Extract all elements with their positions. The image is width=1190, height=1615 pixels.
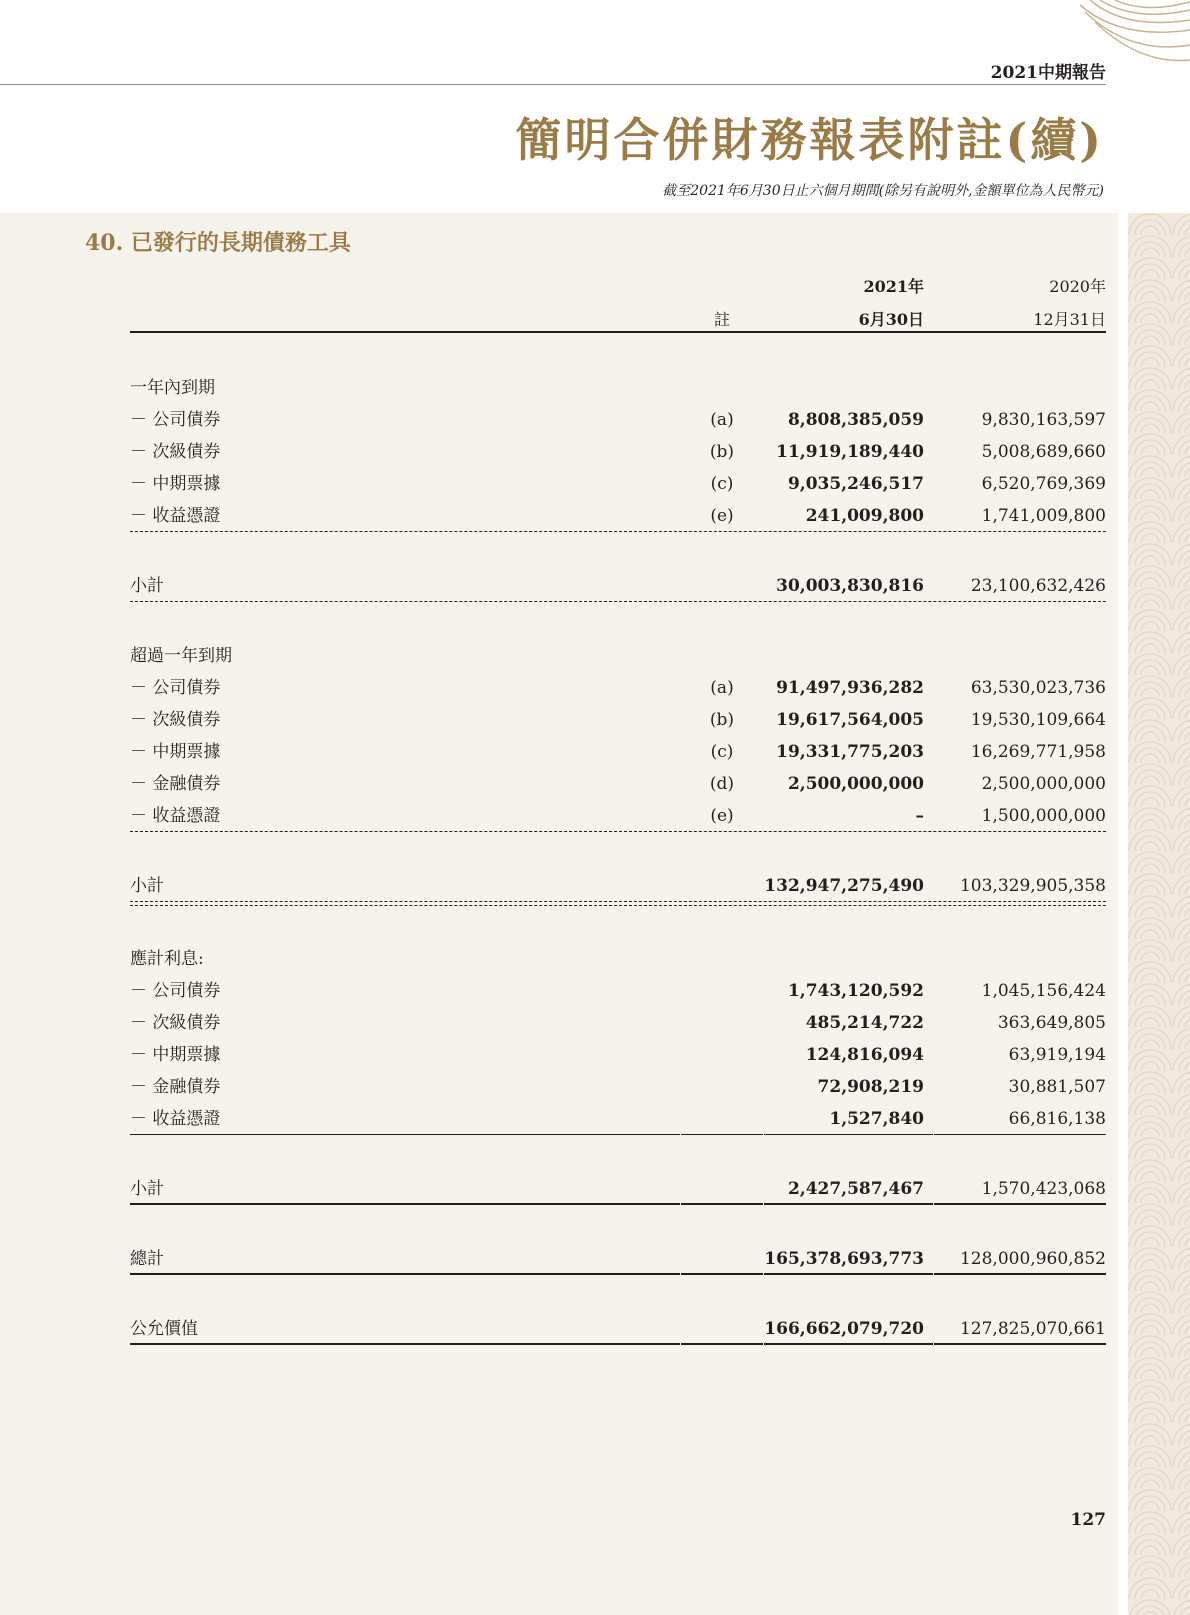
value-2020: 63,530,023,736 — [970, 678, 1106, 698]
value-2021: 1,527,840 — [829, 1109, 924, 1129]
row-label: － 收益憑證 — [130, 506, 221, 526]
report-label: 2021中期報告 — [990, 63, 1106, 83]
value-2020: 2,500,000,000 — [981, 774, 1106, 794]
value-2020: 16,269,771,958 — [970, 742, 1106, 762]
row-rule — [934, 1273, 1106, 1275]
row-note: (b) — [709, 710, 735, 730]
page-subtitle: 截至2021年6月30日止六個月期間(除另有說明外,金額單位為人民幣元) — [662, 183, 1104, 199]
value-2021: 124,816,094 — [805, 1045, 924, 1065]
subtotal-2021: 2,427,587,467 — [787, 1179, 924, 1199]
page-number: 127 — [1070, 1510, 1106, 1530]
row-rule — [681, 1134, 763, 1135]
header-rule — [130, 331, 1106, 333]
row-label: － 次級債券 — [130, 1013, 221, 1033]
row-rule — [934, 1134, 1106, 1135]
row-label: － 中期票據 — [130, 1045, 221, 1065]
row-note: (b) — [709, 442, 735, 462]
subtotal-2021: 30,003,830,816 — [776, 576, 924, 596]
row-label: － 收益憑證 — [130, 1109, 221, 1129]
decorative-side-strip — [1128, 213, 1190, 1615]
value-2021: 2,500,000,000 — [787, 774, 924, 794]
total-label: 總計 — [130, 1249, 164, 1269]
total-2020: 128,000,960,852 — [959, 1249, 1106, 1269]
row-label: － 中期票據 — [130, 742, 221, 762]
group-heading: 一年內到期 — [130, 378, 215, 398]
fair-value-label: 公允價值 — [130, 1319, 198, 1339]
subtotal-label: 小計 — [130, 1179, 164, 1199]
col2-year: 2020年 — [1049, 277, 1106, 296]
row-rule — [681, 1203, 763, 1205]
subtotal-label: 小計 — [130, 876, 164, 896]
row-label: － 收益憑證 — [130, 806, 221, 826]
row-rule — [764, 1343, 933, 1345]
row-label: － 次級債券 — [130, 710, 221, 730]
section-title: 40. 已發行的長期債務工具 — [85, 230, 351, 256]
value-2020: 19,530,109,664 — [970, 710, 1106, 730]
row-label: － 次級債券 — [130, 442, 221, 462]
value-2021: 11,919,189,440 — [776, 442, 924, 462]
row-rule — [934, 1203, 1106, 1205]
value-2021: 485,214,722 — [805, 1013, 924, 1033]
row-note: (c) — [710, 474, 734, 494]
subtotal-label: 小計 — [130, 576, 164, 596]
subtotal-2020: 1,570,423,068 — [981, 1179, 1106, 1199]
value-2021: 91,497,936,282 — [776, 678, 924, 698]
row-note: (a) — [710, 410, 734, 430]
row-note: (e) — [710, 506, 734, 526]
value-2021: 72,908,219 — [817, 1077, 924, 1097]
dashed-rule — [130, 831, 1106, 832]
row-rule — [681, 1273, 763, 1275]
value-2020: 5,008,689,660 — [981, 442, 1106, 462]
value-2020: 30,881,507 — [1008, 1077, 1106, 1097]
row-rule — [764, 1203, 933, 1205]
row-note: (e) — [710, 806, 734, 826]
fair-value-2020: 127,825,070,661 — [959, 1319, 1106, 1339]
col1-date: 6月30日 — [858, 310, 924, 329]
value-2021: 19,617,564,005 — [776, 710, 924, 730]
header-divider — [0, 84, 1106, 85]
value-2020: 1,741,009,800 — [981, 506, 1106, 526]
value-2020: 66,816,138 — [1008, 1109, 1106, 1129]
note-column-header: 註 — [713, 310, 730, 329]
row-label: － 中期票據 — [130, 474, 221, 494]
row-rule — [130, 1343, 680, 1345]
double-dashed-rule — [130, 901, 1106, 902]
subtotal-2021: 132,947,275,490 — [764, 876, 924, 896]
total-2021: 165,378,693,773 — [764, 1249, 924, 1269]
page-header — [0, 0, 1190, 213]
value-2021: 8,808,385,059 — [787, 410, 924, 430]
dashed-rule — [130, 531, 1106, 532]
row-rule — [934, 1343, 1106, 1345]
value-2020: 6,520,769,369 — [981, 474, 1106, 494]
value-2021: 241,009,800 — [805, 506, 924, 526]
page-title: 簡明合併財務報表附註(續) — [515, 113, 1104, 167]
row-rule — [764, 1273, 933, 1275]
value-2020: 63,919,194 — [1008, 1045, 1106, 1065]
col2-date: 12月31日 — [1033, 310, 1106, 329]
col1-year: 2021年 — [863, 277, 924, 296]
row-label: － 公司債券 — [130, 678, 221, 698]
row-rule — [764, 1134, 933, 1135]
row-rule — [130, 1273, 680, 1275]
row-label: － 公司債券 — [130, 981, 221, 1001]
value-2020: 1,045,156,424 — [981, 981, 1106, 1001]
row-rule — [130, 1134, 680, 1135]
row-label: － 金融債券 — [130, 774, 221, 794]
value-2021: 1,743,120,592 — [787, 981, 924, 1001]
row-rule — [130, 1203, 680, 1205]
value-2021: 9,035,246,517 — [787, 474, 924, 494]
row-label: － 公司債券 — [130, 410, 221, 430]
group-heading: 超過一年到期 — [130, 646, 232, 666]
value-2021: 19,331,775,203 — [776, 742, 924, 762]
row-note: (c) — [710, 742, 734, 762]
subtotal-2020: 23,100,632,426 — [970, 576, 1106, 596]
value-2021: – — [915, 806, 924, 826]
row-note: (d) — [709, 774, 735, 794]
row-rule — [681, 1343, 763, 1345]
fair-value-2021: 166,662,079,720 — [764, 1319, 924, 1339]
value-2020: 363,649,805 — [997, 1013, 1106, 1033]
group-heading: 應計利息: — [130, 949, 204, 969]
dashed-rule — [130, 601, 1106, 602]
value-2020: 9,830,163,597 — [981, 410, 1106, 430]
value-2020: 1,500,000,000 — [981, 806, 1106, 826]
subtotal-2020: 103,329,905,358 — [959, 876, 1106, 896]
row-label: － 金融債券 — [130, 1077, 221, 1097]
double-dashed-rule — [130, 905, 1106, 906]
row-note: (a) — [710, 678, 734, 698]
